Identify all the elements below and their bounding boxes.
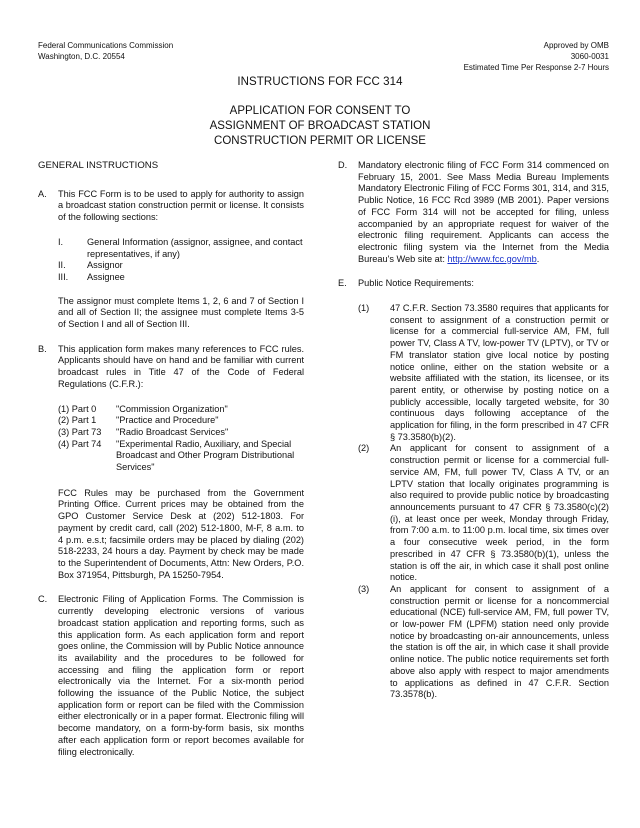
list-item <box>358 303 609 443</box>
page-subtitle <box>0 104 640 149</box>
section-e <box>338 278 609 701</box>
item-number: (1) <box>358 303 370 314</box>
section-d-body: Mandatory electronic filing of FCC Form 314 commenced on February 15, 2001. See Mass Media Bureau Implements Mandatory Electronic Filing of FCC Forms 301, 314, and 315, Public Notice, 16 FCC Rcd 3989 (MB 2001). Paper versions of FCC Form 314 will not be accepted for filing, unless accompanied by an appropriate request for waiver of the electronic filing requirement. Applicants can access the electronic filing system via the Internet from the Media Bureau's Web site at: <box>358 160 609 264</box>
list-item <box>58 427 304 439</box>
agency-name: Federal Communications Commission <box>38 41 174 50</box>
header-right <box>464 40 609 73</box>
part-number: (1) Part 0 <box>58 403 97 414</box>
general-instructions-heading: GENERAL INSTRUCTIONS <box>38 160 159 171</box>
section-a-closing: The assignor must complete Items 1, 2, 6 and 7 of Section I and all of Section II; the assignee must complete Items 3-5 of Section I and all of Section III. <box>58 295 304 330</box>
list-item <box>58 439 304 474</box>
section-d-text <box>358 160 609 265</box>
item-number: II. <box>58 260 66 271</box>
part-number: (3) Part 73 <box>58 426 102 437</box>
omb-approval: Approved by OMB <box>543 41 609 50</box>
section-label: A. <box>38 188 47 199</box>
item-text: General Information (assignor, assignee, and contact representatives, if any) <box>87 236 303 259</box>
list-item <box>58 237 304 260</box>
item-number: I. <box>58 236 64 247</box>
section-label: E. <box>338 278 347 289</box>
section-b-intro: This application form makes many references to FCC rules. Applicants should have on hand and be familiar with current broadcast rules in Title 47 of the Code of Federal Regulations (C.F.R.): <box>58 343 304 389</box>
list-item <box>358 584 609 701</box>
section-a <box>38 189 304 331</box>
right-column <box>338 160 609 701</box>
section-list <box>58 237 304 284</box>
item-number: (2) <box>358 443 370 454</box>
section-d <box>338 160 609 265</box>
item-text: Assignor <box>87 260 123 271</box>
sentence-end: . <box>536 253 540 264</box>
header-left <box>38 40 173 62</box>
section-a-intro: This FCC Form is to be used to apply for authority to assign a broadcast station construction permit or license. It consists of the following sections: <box>58 188 304 223</box>
section-label: D. <box>338 160 348 170</box>
part-number: (2) Part 1 <box>58 415 97 426</box>
item-text: 47 C.F.R. Section 73.3580 requires that applicants for consent to assignment of a construction permit or license for a commercial full-service AM, FM, full power TV, Class A TV, low-power TV (LPTV), or TV or FM translator station give local notice by posting notice online, either on the station website or a website affiliated with the station, its licensee, or its parent entity, or otherwise by posting notice on a publicly accessible, locally targeted website, for 30 continuous days following acceptance of the application for filing, in the form prescribed in 47 CFR § 73.3580(b)(2). <box>390 303 609 442</box>
list-item <box>58 404 304 416</box>
section-c-text: Electronic Filing of Application Forms. The Commission is currently developing electronic versions of various broadcast station application and reporting forms, such as this application form. As each application form and report goes online, the Commission will by Public Notice announce its availability and the procedures to be followed for accessing and filing the application form or report electronically via the Internet. For a six-month period following the issuance of the Public Notice, the subject application form or report can be filed with the Commission either electronically or in a paper format. Electronic filing will become mandatory, on a form-by-form basis, six months after each application form or report becomes available for filing electronically. <box>58 594 304 757</box>
media-bureau-link[interactable]: http://www.fcc.gov/mb <box>447 253 537 264</box>
part-title: "Experimental Radio, Auxiliary, and Special Broadcast and Other Program Distributional Services" <box>116 438 295 473</box>
subtitle-line: APPLICATION FOR CONSENT TO <box>229 105 411 117</box>
part-title: "Practice and Procedure" <box>116 415 219 426</box>
item-number: (3) <box>358 583 370 594</box>
part-title: "Commission Organization" <box>116 403 228 414</box>
item-text: Assignee <box>87 271 125 282</box>
list-item <box>58 260 304 272</box>
agency-location: Washington, D.C. 20554 <box>38 52 125 61</box>
subtitle-line: CONSTRUCTION PERMIT OR LICENSE <box>214 135 426 147</box>
item-text: An applicant for consent to assignment of a construction permit or license for a commercial full-service AM, FM, full power TV, Class A TV, or an LPTV station that locally originates programming is also required to provide public notice by broadcasting announcements pursuant to 47 CFR § 73.3580(c)(2)(i), at least once per week, Monday through Friday, from 7:00 a.m. to 11:00 p.m. local time, six times over a four consecutive week period, in the form prescribed in 47 CFR § 73.3580(b)(1), unless the station is off the air, in which case it shall post online notice. <box>390 443 609 583</box>
part-title: "Radio Broadcast Services" <box>116 426 229 437</box>
list-item <box>58 415 304 427</box>
time-estimate: Estimated Time Per Response 2-7 Hours <box>463 63 609 72</box>
section-label: B. <box>38 343 47 354</box>
cfr-parts-list <box>58 404 304 474</box>
left-column <box>38 160 304 771</box>
section-b <box>38 344 304 582</box>
section-b-closing: FCC Rules may be purchased from the Government Printing Office. Current prices may be obtained from the GPO Customer Service Desk at (202) 512-1803. For payment by credit card, call (202) 512-1800, M-F, 8 a.m. to 4 p.m. e.s.t; facsimile orders may be placed by dialing (202) 518-2233, 24 hours a day. Payment by check may be made to the Superintendent of Documents, Attn: New Orders, P.O. Box 371954, Pittsburgh, PA 15250-7954. <box>58 487 304 580</box>
page-title: INSTRUCTIONS FOR FCC 314 <box>237 76 403 88</box>
list-item <box>358 443 609 583</box>
section-c <box>38 594 304 758</box>
subtitle-line: ASSIGNMENT OF BROADCAST STATION <box>209 120 431 132</box>
item-number: III. <box>58 271 69 282</box>
part-number: (4) Part 74 <box>58 438 102 449</box>
item-text: An applicant for consent to assignment of a construction permit or license for a noncommercial educational (NCE) full-service AM, FM, full power TV, or low-power FM (LPFM) station need only provide notice by broadcasting on-air announcements, unless the station is off the air, in which case it shall provide online notice. The public notice requirements set forth above also apply with respect to major amendments to applications as defined in 47 C.F.R. Section 73.3578(b). <box>390 583 609 700</box>
section-label: C. <box>38 594 48 605</box>
omb-number: 3060-0031 <box>570 52 609 61</box>
notice-requirements-list <box>358 303 609 701</box>
section-e-heading: Public Notice Requirements: <box>358 278 474 289</box>
list-item <box>58 272 304 284</box>
